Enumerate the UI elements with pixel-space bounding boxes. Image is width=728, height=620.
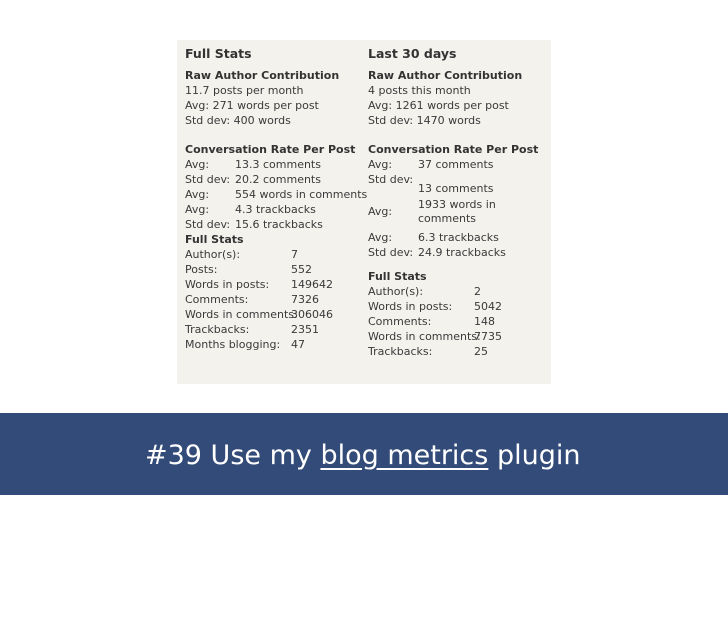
raw-line: 11.7 posts per month	[185, 84, 304, 97]
conversation-rate-heading: Conversation Rate Per Post	[185, 143, 356, 156]
blog-metrics-screenshot	[177, 40, 551, 384]
stat-row: Words in comments:306046	[185, 308, 333, 321]
raw-line: 4 posts this month	[368, 84, 471, 97]
title-suffix: plugin	[488, 440, 581, 471]
stat-row: Trackbacks: 2351	[185, 323, 319, 336]
blog-metrics-link[interactable]: blog metrics	[320, 440, 489, 471]
stat-row: Words in posts: 149642	[185, 278, 333, 291]
conv-row: Std dev:13 comments	[368, 173, 494, 195]
stat-row: Months blogging: 47	[185, 338, 305, 351]
raw-line: Avg: 271 words per post	[185, 99, 319, 112]
conv-row: Avg: 37 comments	[368, 158, 494, 171]
full-stats-heading: Full Stats	[185, 46, 252, 61]
conversation-rate-heading: Conversation Rate Per Post	[368, 143, 539, 156]
stat-row: Trackbacks: 25	[368, 345, 488, 358]
full-stats-subheading: Full Stats	[185, 233, 244, 246]
stat-row: Posts: 552	[185, 263, 312, 276]
stat-row: Author(s): 2	[368, 285, 481, 298]
last-30-days-heading: Last 30 days	[368, 46, 457, 61]
full-stats-column	[185, 46, 368, 352]
last-30-days-column	[368, 46, 548, 359]
conv-row: Std dev: 24.9 trackbacks	[368, 246, 506, 259]
title-prefix: #39 Use my	[145, 440, 321, 471]
conv-row: Std dev: 15.6 trackbacks	[185, 218, 323, 231]
conv-row: Avg: 554 words in comments	[185, 188, 368, 201]
conv-row: Std dev: 20.2 comments	[185, 173, 321, 186]
conv-row: Avg: 13.3 comments	[185, 158, 321, 171]
raw-author-heading: Raw Author Contribution	[368, 69, 523, 82]
slide-title	[145, 440, 580, 472]
stat-row: Author(s): 7	[185, 248, 298, 261]
conv-row: Avg: 6.3 trackbacks	[368, 231, 499, 244]
raw-line: Std dev: 400 words	[185, 114, 291, 127]
raw-line: Avg: 1261 words per post	[368, 99, 509, 112]
full-stats-subheading: Full Stats	[368, 270, 427, 283]
stat-row: Comments: 148	[368, 315, 495, 328]
stat-row: Comments: 7326	[185, 293, 319, 306]
raw-author-heading: Raw Author Contribution	[185, 69, 340, 82]
conv-row: Avg: 4.3 trackbacks	[185, 203, 316, 216]
stat-row: Words in comments:7735	[368, 330, 502, 343]
raw-line: Std dev: 1470 words	[368, 114, 481, 127]
stat-row: Words in posts: 5042	[368, 300, 502, 313]
conv-row: Avg: 1933 words in comments	[368, 198, 496, 225]
